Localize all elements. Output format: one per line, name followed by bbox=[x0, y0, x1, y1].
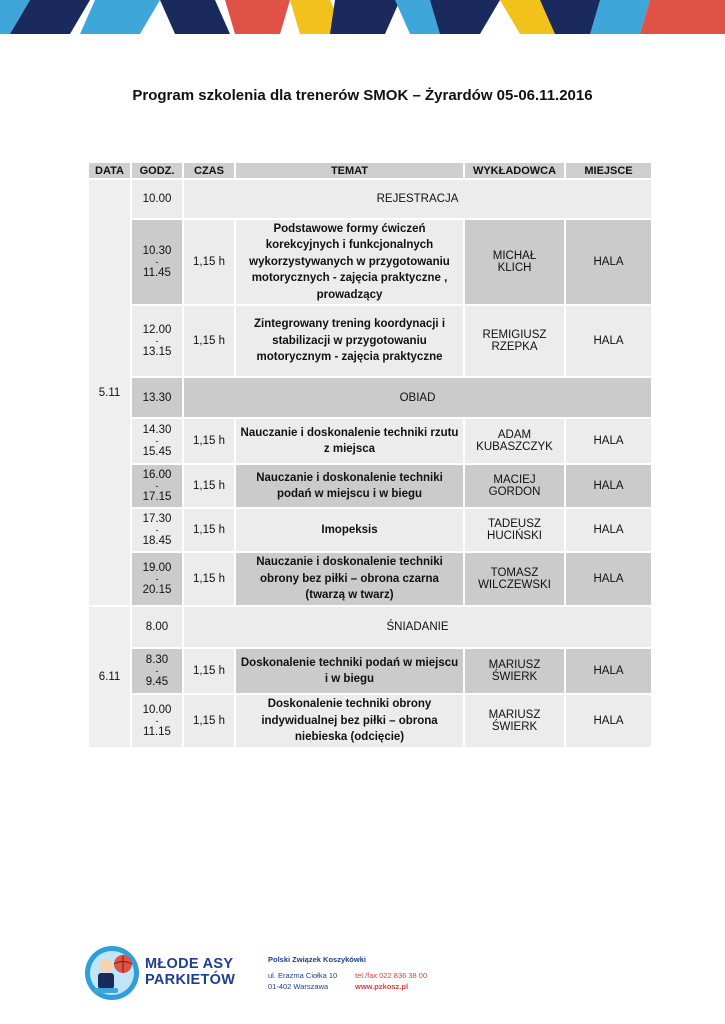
place-cell: HALA bbox=[566, 220, 651, 304]
time-range-cell: 14.30 - 15.45 bbox=[132, 419, 182, 463]
duration-cell: 1,15 h bbox=[184, 306, 234, 376]
table-row bbox=[89, 509, 651, 551]
table-row bbox=[89, 220, 651, 304]
address-line-2: 01-402 Warszawa bbox=[268, 982, 329, 991]
topic-cell: Doskonalenie techniki podań w miejscu i w biegu bbox=[236, 649, 463, 693]
time-range-cell: 8.30 - 9.45 bbox=[132, 649, 182, 693]
table-header-row bbox=[89, 163, 651, 178]
table-row bbox=[89, 419, 651, 463]
address-line-1: ul. Erazma Ciołka 10 bbox=[268, 971, 338, 980]
event-label: OBIAD bbox=[184, 378, 651, 417]
lecturer-cell: MACIEJ GORDON bbox=[465, 465, 564, 507]
lecturer-cell: TADEUSZ HUCIŃSKI bbox=[465, 509, 564, 551]
column-header-hour: GODZ. bbox=[132, 163, 182, 178]
lecturer-cell: MARIUSZ ŚWIERK bbox=[465, 695, 564, 747]
duration-cell: 1,15 h bbox=[184, 465, 234, 507]
duration-cell: 1,15 h bbox=[184, 419, 234, 463]
table-row bbox=[89, 695, 651, 747]
time-range-cell: 16.00 - 17.15 bbox=[132, 465, 182, 507]
table-row bbox=[89, 180, 651, 218]
table-row bbox=[89, 378, 651, 417]
time-range-cell: 10.00 - 11.15 bbox=[132, 695, 182, 747]
phone-fax: tel./fax 022 836 38 00 bbox=[355, 971, 428, 980]
basketball-mascot-logo bbox=[83, 944, 143, 1002]
logo-line-1: MŁODE ASY bbox=[145, 956, 234, 972]
time-range-cell: 10.30 - 11.45 bbox=[132, 220, 182, 304]
column-header-topic: TEMAT bbox=[236, 163, 463, 178]
place-cell: HALA bbox=[566, 465, 651, 507]
time-range-cell: 17.30 - 18.45 bbox=[132, 509, 182, 551]
lecturer-cell: TOMASZ WILCZEWSKI bbox=[465, 553, 564, 605]
place-cell: HALA bbox=[566, 306, 651, 376]
table-row bbox=[89, 465, 651, 507]
logo-line-2: PARKIETÓW bbox=[145, 972, 236, 988]
date-cell: 5.11 bbox=[89, 180, 130, 605]
date-cell: 6.11 bbox=[89, 607, 130, 747]
logo-wordmark bbox=[145, 956, 235, 988]
website-link[interactable]: www.pzkosz.pl bbox=[355, 982, 409, 991]
column-header-lecturer: WYKŁADOWCA bbox=[465, 163, 564, 178]
page-title: Program szkolenia dla trenerów SMOK – Żyrardów 05-06.11.2016 bbox=[132, 87, 593, 104]
table-row bbox=[89, 553, 651, 605]
topic-cell: Doskonalenie techniki obrony indywidualnej bez piłki – obrona niebieska (odcięcie) bbox=[236, 695, 463, 747]
time-range-cell: 19.00 - 20.15 bbox=[132, 553, 182, 605]
place-cell: HALA bbox=[566, 553, 651, 605]
footer-contact bbox=[355, 970, 427, 992]
duration-cell: 1,15 h bbox=[184, 695, 234, 747]
table-row bbox=[89, 649, 651, 693]
topic-cell: Imopeksis bbox=[236, 509, 463, 551]
topic-cell: Nauczanie i doskonalenie techniki rzutu z miejsca bbox=[236, 419, 463, 463]
topic-cell: Podstawowe formy ćwiczeń korekcyjnych i funkcjonalnych wykorzystywanych w przygotowaniu motorycznych - zajęcia praktyczne , prowadzący bbox=[236, 220, 463, 304]
place-cell: HALA bbox=[566, 695, 651, 747]
topic-cell: Nauczanie i doskonalenie techniki podań w miejscu i w biegu bbox=[236, 465, 463, 507]
topic-cell: Nauczanie i doskonalenie techniki obrony bez piłki – obrona czarna (twarzą w twarz) bbox=[236, 553, 463, 605]
lecturer-cell: REMIGIUSZ RZEPKA bbox=[465, 306, 564, 376]
event-label: ŚNIADANIE bbox=[184, 607, 651, 647]
lecturer-cell: MICHAŁ KLICH bbox=[465, 220, 564, 304]
duration-cell: 1,15 h bbox=[184, 553, 234, 605]
training-schedule-table bbox=[87, 161, 653, 749]
decorative-banner bbox=[0, 0, 725, 34]
place-cell: HALA bbox=[566, 649, 651, 693]
time-cell: 13.30 bbox=[132, 378, 182, 417]
table-row bbox=[89, 306, 651, 376]
lecturer-cell: MARIUSZ ŚWIERK bbox=[465, 649, 564, 693]
topic-cell: Zintegrowany trening koordynacji i stabilizacji w przygotowaniu motorycznym - zajęcia praktyczne bbox=[236, 306, 463, 376]
duration-cell: 1,15 h bbox=[184, 509, 234, 551]
time-cell: 8.00 bbox=[132, 607, 182, 647]
column-header-place: MIEJSCE bbox=[566, 163, 651, 178]
column-header-duration: CZAS bbox=[184, 163, 234, 178]
footer-address bbox=[268, 970, 337, 992]
footer-organization: Polski Związek Koszykówki bbox=[268, 955, 366, 964]
lecturer-cell: ADAM KUBASZCZYK bbox=[465, 419, 564, 463]
place-cell: HALA bbox=[566, 509, 651, 551]
column-header-date: DATA bbox=[89, 163, 130, 178]
time-cell: 10.00 bbox=[132, 180, 182, 218]
place-cell: HALA bbox=[566, 419, 651, 463]
table-row bbox=[89, 607, 651, 647]
duration-cell: 1,15 h bbox=[184, 220, 234, 304]
event-label: REJESTRACJA bbox=[184, 180, 651, 218]
duration-cell: 1,15 h bbox=[184, 649, 234, 693]
time-range-cell: 12.00 - 13.15 bbox=[132, 306, 182, 376]
